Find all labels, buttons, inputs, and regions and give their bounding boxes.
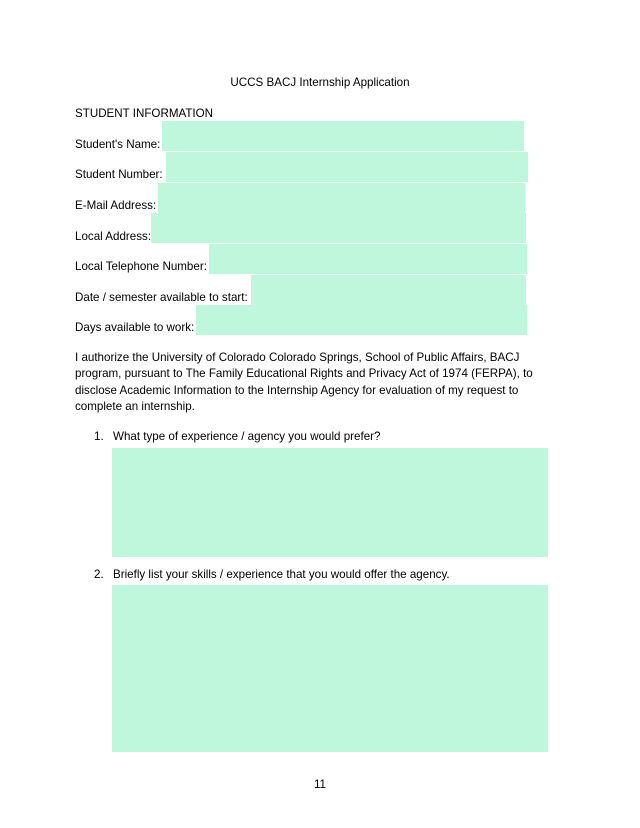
question-1-number: 1. [94,430,104,443]
question-2-text: Briefly list your skills / experience that you would offer the agency. [113,568,450,581]
question-1-answer-box[interactable] [112,448,548,557]
page-number: 11 [313,778,327,791]
email-address-field[interactable] [158,183,525,213]
question-1-text: What type of experience / agency you would prefer? [113,430,381,443]
section-heading: STUDENT INFORMATION [75,107,214,120]
local-telephone-label: Local Telephone Number: [75,260,207,273]
days-available-field[interactable] [196,305,527,335]
local-address-label: Local Address: [75,230,152,243]
start-date-label: Date / semester available to start: [75,291,248,304]
question-2-answer-box[interactable] [112,585,548,752]
student-name-field[interactable] [162,121,524,151]
student-number-label: Student Number: [75,168,163,181]
question-2-number: 2. [94,568,104,581]
document-title: UCCS BACJ Internship Application [230,76,410,89]
email-address-label: E-Mail Address: [75,199,157,212]
authorization-paragraph: I authorize the University of Colorado Colorado Springs, School of Public Affairs, BACJ program, pursuant to The Family Educational Rights and Privacy Act of 1974 (FERPA), to disclose Academic Information to the Internship Agency for evaluation of my request to complete an internship. [75,351,533,413]
student-number-field[interactable] [166,152,528,182]
local-telephone-field[interactable] [209,244,527,274]
days-available-label: Days available to work: [75,321,195,334]
student-name-label: Student's Name: [75,138,161,151]
local-address-field[interactable] [151,213,526,243]
start-date-field[interactable] [251,275,526,305]
